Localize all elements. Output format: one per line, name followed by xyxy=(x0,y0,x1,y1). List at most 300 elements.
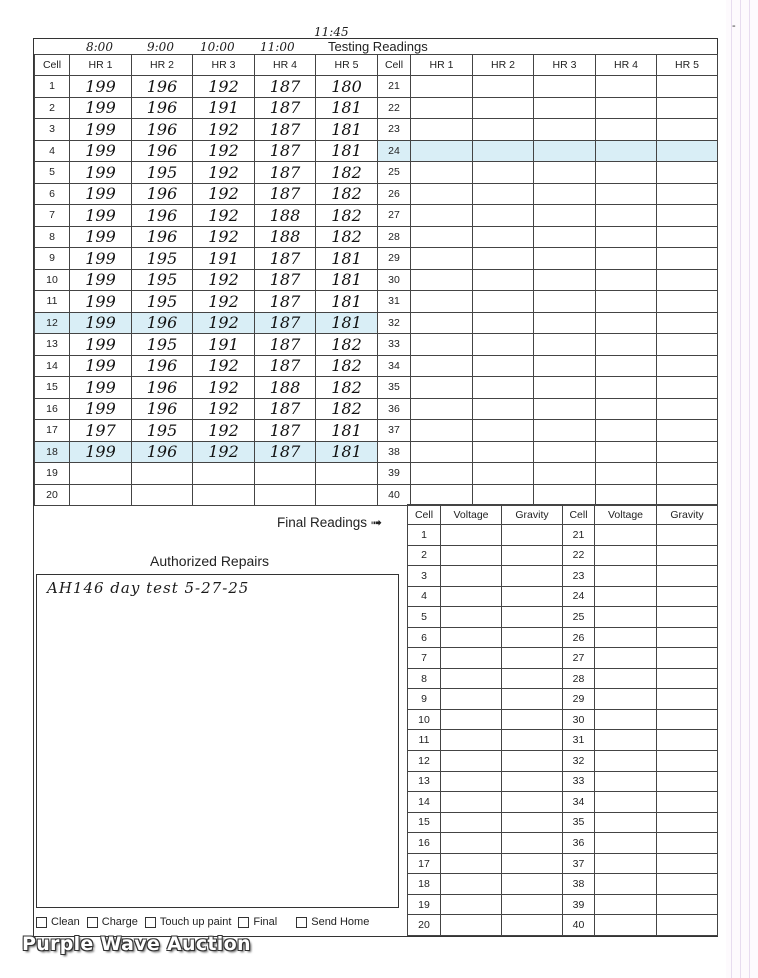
reading-cell xyxy=(70,484,132,506)
reading-cell xyxy=(255,463,316,485)
reading-cell xyxy=(596,97,657,119)
reading-cell: 196 xyxy=(132,312,193,334)
final-cell xyxy=(502,853,563,874)
reading-cell: 199 xyxy=(70,183,132,205)
final-cell xyxy=(657,812,718,833)
final-cell xyxy=(441,545,502,566)
reading-cell xyxy=(657,312,718,334)
testing-row xyxy=(35,205,718,227)
testing-col-header: Cell xyxy=(35,55,70,76)
reading-cell xyxy=(473,291,534,313)
final-cell xyxy=(595,874,657,895)
reading-cell xyxy=(473,205,534,227)
final-cell xyxy=(502,607,563,628)
reading-cell xyxy=(534,226,596,248)
reading-cell: 192 xyxy=(193,205,255,227)
reading-cell: 199 xyxy=(70,76,132,98)
final-cell: 8 xyxy=(408,668,441,689)
testing-row xyxy=(35,441,718,463)
testing-row xyxy=(35,183,718,205)
page-edge-lines xyxy=(726,0,758,978)
testing-col-header: HR 4 xyxy=(255,55,316,76)
reading-cell xyxy=(193,463,255,485)
reading-cell: 192 xyxy=(193,398,255,420)
reading-cell xyxy=(473,183,534,205)
final-cell xyxy=(595,833,657,854)
reading-cell xyxy=(411,334,473,356)
final-cell xyxy=(441,730,502,751)
testing-col-header: HR 1 xyxy=(411,55,473,76)
reading-cell xyxy=(596,205,657,227)
reading-cell xyxy=(534,205,596,227)
reading-cell xyxy=(534,398,596,420)
reading-cell: 191 xyxy=(193,334,255,356)
final-cell: 4 xyxy=(408,586,441,607)
reading-cell xyxy=(657,226,718,248)
reading-cell xyxy=(473,97,534,119)
reading-cell: 187 xyxy=(255,420,316,442)
reading-cell: 199 xyxy=(70,226,132,248)
reading-cell xyxy=(596,291,657,313)
checkbox-square-icon[interactable] xyxy=(145,917,156,928)
final-cell xyxy=(441,853,502,874)
final-cell xyxy=(595,545,657,566)
final-cell xyxy=(502,792,563,813)
reading-cell: 192 xyxy=(193,441,255,463)
final-cell xyxy=(441,648,502,669)
final-cell xyxy=(657,586,718,607)
reading-cell: 25 xyxy=(378,162,411,184)
testing-row xyxy=(35,312,718,334)
reading-cell xyxy=(534,183,596,205)
reading-cell xyxy=(596,377,657,399)
time-hr3: 10:00 xyxy=(200,40,235,54)
reading-cell: 39 xyxy=(378,463,411,485)
reading-cell: 37 xyxy=(378,420,411,442)
reading-cell xyxy=(411,162,473,184)
testing-col-header: HR 5 xyxy=(316,55,378,76)
reading-cell xyxy=(411,269,473,291)
final-row xyxy=(408,853,718,874)
final-cell: 34 xyxy=(563,792,595,813)
reading-cell: 196 xyxy=(132,205,193,227)
testing-readings-table xyxy=(34,54,718,506)
reading-cell: 187 xyxy=(255,312,316,334)
reading-cell: 199 xyxy=(70,398,132,420)
reading-cell: 5 xyxy=(35,162,70,184)
checkbox-square-icon[interactable] xyxy=(36,917,47,928)
reading-cell: 192 xyxy=(193,355,255,377)
reading-cell xyxy=(657,76,718,98)
reading-cell: 6 xyxy=(35,183,70,205)
final-cell xyxy=(441,627,502,648)
time-hr4: 11:00 xyxy=(260,40,295,54)
final-cell xyxy=(595,566,657,587)
final-readings-label xyxy=(277,515,382,531)
reading-cell: 34 xyxy=(378,355,411,377)
reading-cell xyxy=(473,76,534,98)
reading-cell: 199 xyxy=(70,377,132,399)
reading-cell: 196 xyxy=(132,140,193,162)
testing-col-header: HR 5 xyxy=(657,55,718,76)
final-cell xyxy=(657,709,718,730)
final-cell xyxy=(657,607,718,628)
reading-cell xyxy=(255,484,316,506)
reading-cell xyxy=(657,162,718,184)
reading-cell xyxy=(657,377,718,399)
reading-cell: 27 xyxy=(378,205,411,227)
reading-cell: 187 xyxy=(255,162,316,184)
reading-cell xyxy=(534,484,596,506)
reading-cell: 18 xyxy=(35,441,70,463)
watermark-logo: Purple Wave Auction xyxy=(22,933,251,955)
final-row xyxy=(408,730,718,751)
testing-col-header: Cell xyxy=(378,55,411,76)
final-cell xyxy=(441,874,502,895)
final-cell: 33 xyxy=(563,771,595,792)
final-cell xyxy=(502,751,563,772)
reading-cell: 199 xyxy=(70,119,132,141)
reading-cell xyxy=(534,334,596,356)
reading-cell xyxy=(596,463,657,485)
final-cell xyxy=(502,833,563,854)
final-row xyxy=(408,648,718,669)
reading-cell xyxy=(657,248,718,270)
reading-cell xyxy=(657,420,718,442)
reading-cell xyxy=(193,484,255,506)
final-cell xyxy=(502,915,563,936)
reading-cell xyxy=(132,463,193,485)
final-cell xyxy=(502,812,563,833)
reading-cell xyxy=(596,484,657,506)
final-cell xyxy=(657,792,718,813)
final-cell xyxy=(595,668,657,689)
final-cell xyxy=(441,709,502,730)
reading-cell xyxy=(473,441,534,463)
final-cell: 31 xyxy=(563,730,595,751)
reading-cell: 17 xyxy=(35,420,70,442)
reading-cell: 24 xyxy=(378,140,411,162)
authorized-repairs-title: Authorized Repairs xyxy=(150,553,270,569)
reading-cell xyxy=(657,463,718,485)
reading-cell xyxy=(473,334,534,356)
final-cell: 1 xyxy=(408,525,441,546)
final-row xyxy=(408,586,718,607)
final-cell xyxy=(657,751,718,772)
reading-cell xyxy=(657,183,718,205)
reading-cell xyxy=(411,183,473,205)
reading-cell xyxy=(473,269,534,291)
final-cell xyxy=(657,853,718,874)
reading-cell xyxy=(473,119,534,141)
reading-cell xyxy=(596,248,657,270)
final-row xyxy=(408,607,718,628)
final-row xyxy=(408,668,718,689)
final-row xyxy=(408,874,718,895)
reading-cell: 7 xyxy=(35,205,70,227)
testing-col-header: HR 3 xyxy=(534,55,596,76)
reading-cell: 181 xyxy=(316,119,378,141)
reading-cell xyxy=(657,334,718,356)
reading-cell xyxy=(657,205,718,227)
reading-cell xyxy=(411,97,473,119)
final-cell xyxy=(441,771,502,792)
checkbox-send-home[interactable] xyxy=(296,916,369,928)
reading-cell xyxy=(411,248,473,270)
arrow-right-icon: ➟ xyxy=(370,515,383,530)
reading-cell: 181 xyxy=(316,291,378,313)
final-cell xyxy=(657,771,718,792)
final-cell xyxy=(502,668,563,689)
testing-col-header: HR 3 xyxy=(193,55,255,76)
final-cell xyxy=(595,709,657,730)
reading-cell: 187 xyxy=(255,97,316,119)
final-cell xyxy=(441,792,502,813)
reading-cell: 196 xyxy=(132,119,193,141)
reading-cell: 38 xyxy=(378,441,411,463)
final-cell xyxy=(595,853,657,874)
reading-cell: 182 xyxy=(316,355,378,377)
reading-cell: 30 xyxy=(378,269,411,291)
testing-row xyxy=(35,76,718,98)
final-cell xyxy=(441,689,502,710)
final-col-header: Gravity xyxy=(502,505,563,525)
final-cell xyxy=(657,668,718,689)
reading-cell: 199 xyxy=(70,269,132,291)
final-cell xyxy=(595,607,657,628)
reading-cell xyxy=(473,312,534,334)
reading-cell: 188 xyxy=(255,377,316,399)
reading-cell xyxy=(534,248,596,270)
reading-cell xyxy=(657,441,718,463)
reading-cell: 180 xyxy=(316,76,378,98)
reading-cell: 16 xyxy=(35,398,70,420)
final-cell: 15 xyxy=(408,812,441,833)
final-cell xyxy=(441,525,502,546)
final-row xyxy=(408,833,718,854)
final-cell xyxy=(595,627,657,648)
testing-row xyxy=(35,420,718,442)
final-cell xyxy=(502,545,563,566)
reading-cell: 14 xyxy=(35,355,70,377)
final-cell: 23 xyxy=(563,566,595,587)
reading-cell xyxy=(534,463,596,485)
reading-cell xyxy=(596,355,657,377)
checkbox-square-icon[interactable] xyxy=(238,917,249,928)
reading-cell xyxy=(473,140,534,162)
final-cell xyxy=(657,915,718,936)
reading-cell xyxy=(596,162,657,184)
time-hr5: 11:45 xyxy=(314,25,349,39)
reading-cell: 199 xyxy=(70,312,132,334)
checkbox-touch-up-paint[interactable] xyxy=(145,916,232,928)
final-readings-table xyxy=(407,504,718,936)
reading-cell: 181 xyxy=(316,97,378,119)
final-cell xyxy=(502,689,563,710)
reading-cell: 192 xyxy=(193,140,255,162)
final-cell: 21 xyxy=(563,525,595,546)
final-col-header: Cell xyxy=(563,505,595,525)
reading-cell: 196 xyxy=(132,398,193,420)
reading-cell xyxy=(596,226,657,248)
reading-cell: 19 xyxy=(35,463,70,485)
reading-cell xyxy=(534,312,596,334)
final-cell xyxy=(441,586,502,607)
reading-cell xyxy=(473,377,534,399)
reading-cell: 187 xyxy=(255,355,316,377)
reading-cell xyxy=(534,269,596,291)
testing-row xyxy=(35,97,718,119)
final-cell xyxy=(595,648,657,669)
reading-cell: 195 xyxy=(132,162,193,184)
reading-cell: 31 xyxy=(378,291,411,313)
final-cell: 7 xyxy=(408,648,441,669)
reading-cell: 3 xyxy=(35,119,70,141)
reading-cell: 195 xyxy=(132,334,193,356)
reading-cell: 192 xyxy=(193,183,255,205)
reading-cell: 182 xyxy=(316,162,378,184)
corner-mark: - xyxy=(732,20,736,32)
checkbox-final[interactable] xyxy=(238,916,277,928)
time-hr2: 9:00 xyxy=(147,40,174,54)
reading-cell: 199 xyxy=(70,441,132,463)
final-cell xyxy=(502,586,563,607)
reading-cell xyxy=(596,420,657,442)
final-col-header: Voltage xyxy=(441,505,502,525)
final-cell xyxy=(657,894,718,915)
reading-cell: 182 xyxy=(316,183,378,205)
checkbox-label: Final xyxy=(253,916,278,928)
reading-cell xyxy=(657,291,718,313)
reading-cell xyxy=(411,398,473,420)
final-cell: 10 xyxy=(408,709,441,730)
reading-cell xyxy=(411,119,473,141)
reading-cell xyxy=(534,441,596,463)
reading-cell: 12 xyxy=(35,312,70,334)
reading-cell xyxy=(657,484,718,506)
final-cell xyxy=(595,751,657,772)
final-cell xyxy=(595,812,657,833)
reading-cell xyxy=(534,97,596,119)
final-cell: 18 xyxy=(408,874,441,895)
final-row xyxy=(408,566,718,587)
final-row xyxy=(408,915,718,936)
final-cell: 38 xyxy=(563,874,595,895)
reading-cell: 182 xyxy=(316,398,378,420)
final-cell xyxy=(595,586,657,607)
reading-cell: 187 xyxy=(255,183,316,205)
reading-cell: 21 xyxy=(378,76,411,98)
checkbox-square-icon[interactable] xyxy=(296,917,307,928)
reading-cell xyxy=(411,205,473,227)
reading-cell: 187 xyxy=(255,441,316,463)
reading-cell: 196 xyxy=(132,226,193,248)
reading-cell: 191 xyxy=(193,97,255,119)
reading-cell: 22 xyxy=(378,97,411,119)
final-cell xyxy=(595,771,657,792)
final-cell: 27 xyxy=(563,648,595,669)
reading-cell: 181 xyxy=(316,420,378,442)
final-cell: 25 xyxy=(563,607,595,628)
reading-cell: 195 xyxy=(132,269,193,291)
reading-cell xyxy=(316,463,378,485)
reading-cell: 192 xyxy=(193,269,255,291)
final-cell xyxy=(441,566,502,587)
final-row xyxy=(408,812,718,833)
reading-cell: 192 xyxy=(193,226,255,248)
checkbox-square-icon[interactable] xyxy=(87,917,98,928)
reading-cell: 199 xyxy=(70,334,132,356)
final-cell xyxy=(441,894,502,915)
testing-col-header: HR 4 xyxy=(596,55,657,76)
reading-cell: 36 xyxy=(378,398,411,420)
final-cell: 24 xyxy=(563,586,595,607)
final-cell xyxy=(502,894,563,915)
final-cell xyxy=(657,566,718,587)
reading-cell xyxy=(316,484,378,506)
reading-cell xyxy=(534,140,596,162)
reading-cell: 197 xyxy=(70,420,132,442)
reading-cell xyxy=(657,398,718,420)
reading-cell: 195 xyxy=(132,248,193,270)
checkbox-label: Touch up paint xyxy=(159,916,232,928)
testing-row xyxy=(35,226,718,248)
testing-row xyxy=(35,248,718,270)
final-cell: 30 xyxy=(563,709,595,730)
reading-cell: 4 xyxy=(35,140,70,162)
final-cell xyxy=(502,627,563,648)
final-cell xyxy=(657,833,718,854)
final-cell xyxy=(441,751,502,772)
reading-cell xyxy=(411,291,473,313)
reading-cell xyxy=(596,269,657,291)
final-row xyxy=(408,751,718,772)
reading-cell: 191 xyxy=(193,248,255,270)
reading-cell xyxy=(473,398,534,420)
testing-col-header: HR 2 xyxy=(473,55,534,76)
final-cell: 12 xyxy=(408,751,441,772)
reading-cell: 187 xyxy=(255,398,316,420)
reading-cell: 188 xyxy=(255,226,316,248)
final-cell xyxy=(441,812,502,833)
reading-cell xyxy=(657,119,718,141)
reading-cell: 2 xyxy=(35,97,70,119)
final-row xyxy=(408,689,718,710)
reading-cell: 199 xyxy=(70,97,132,119)
final-cell: 28 xyxy=(563,668,595,689)
final-cell xyxy=(595,689,657,710)
reading-cell: 181 xyxy=(316,248,378,270)
final-cell: 3 xyxy=(408,566,441,587)
final-cell: 39 xyxy=(563,894,595,915)
testing-row xyxy=(35,334,718,356)
checkbox-charge[interactable] xyxy=(87,916,138,928)
reading-cell: 195 xyxy=(132,291,193,313)
reading-cell: 188 xyxy=(255,205,316,227)
reading-cell xyxy=(473,162,534,184)
final-cell: 32 xyxy=(563,751,595,772)
reading-cell xyxy=(132,484,193,506)
reading-cell: 182 xyxy=(316,334,378,356)
final-cell xyxy=(502,730,563,751)
reading-cell xyxy=(411,312,473,334)
testing-col-header: HR 2 xyxy=(132,55,193,76)
final-cell: 2 xyxy=(408,545,441,566)
reading-cell: 40 xyxy=(378,484,411,506)
final-cell xyxy=(657,627,718,648)
checkbox-clean[interactable] xyxy=(36,916,80,928)
reading-cell: 196 xyxy=(132,377,193,399)
